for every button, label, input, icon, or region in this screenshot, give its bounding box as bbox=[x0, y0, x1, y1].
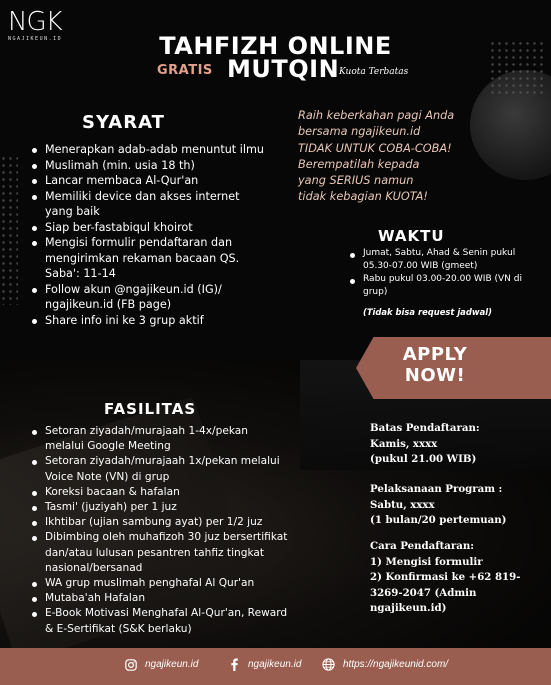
list-item: Jumat, Sabtu, Ahad & Senin pukul 05.30-07.00 WIB (gmeet) bbox=[347, 247, 542, 273]
batas-time: (pukul 21.00 WIB) bbox=[370, 453, 477, 465]
list-item: Mengisi formulir pendaftaran dan mengirimkan rekaman bacaan QS. Saba': 11-14 bbox=[29, 235, 269, 282]
pelaksanaan-date: Sabtu, xxxx bbox=[370, 498, 435, 511]
pelaksanaan-label: Pelaksanaan Program : bbox=[370, 483, 503, 495]
facebook-icon bbox=[227, 658, 240, 671]
footer-bar bbox=[0, 648, 551, 685]
kuota-label: Kuota Terbatas bbox=[339, 67, 409, 77]
list-item: Siap ber-fastabiqul khoirot bbox=[29, 220, 269, 236]
syarat-list bbox=[29, 142, 269, 328]
promo-line: TIDAK UNTUK COBA-COBA! bbox=[298, 141, 452, 155]
list-item: Tasmi' (juziyah) per 1 juz bbox=[29, 500, 289, 515]
instagram-icon bbox=[124, 658, 137, 671]
logo-mark: NGK bbox=[8, 7, 62, 37]
apply-line: NOW! bbox=[404, 365, 466, 386]
cara-label: Cara Pendaftaran: bbox=[370, 540, 475, 552]
apply-now-button[interactable] bbox=[365, 344, 505, 386]
fasilitas-list bbox=[29, 424, 289, 637]
footer-facebook-link[interactable] bbox=[227, 658, 301, 671]
pelaksanaan-program bbox=[370, 482, 545, 529]
list-item: Koreksi bacaan & hafalan bbox=[29, 485, 289, 500]
website-url: https://ngajikeunid.com/ bbox=[343, 659, 449, 670]
promo-line: tidak kebagian KUOTA! bbox=[298, 190, 428, 204]
syarat-heading: SYARAT bbox=[82, 112, 165, 133]
promo-line: Berempatilah kepada bbox=[298, 157, 420, 171]
instagram-handle: ngajikeun.id bbox=[145, 659, 199, 670]
pelaksanaan-duration: (1 bulan/20 pertemuan) bbox=[370, 514, 507, 526]
logo-url: NGAJIKEUN.ID bbox=[8, 36, 63, 42]
list-item: Dibimbing oleh muhafizoh 30 juz bersertifikat dan/atau lulusan pesantren tahfiz tingkat nasional/bersanad bbox=[29, 530, 289, 576]
list-item: E-Book Motivasi Menghafal Al-Qur'an, Reward & E-Sertifikat (S&K berlaku) bbox=[29, 606, 289, 636]
batas-date: Kamis, xxxx bbox=[370, 437, 438, 450]
waktu-heading: WAKTU bbox=[378, 227, 445, 245]
list-item: Setoran ziyadah/murajaah 1-4x/pekan melalui Google Meeting bbox=[29, 424, 289, 454]
facebook-handle: ngajikeun.id bbox=[248, 659, 302, 670]
list-item: Share info ini ke 3 grup aktif bbox=[29, 313, 269, 329]
list-item: Lancar membaca Al-Qur'an bbox=[29, 173, 269, 189]
list-item: Memiliki device dan akses internet yang baik bbox=[29, 189, 269, 220]
footer-instagram-link[interactable] bbox=[124, 658, 198, 671]
cara-step-1: 1) Mengisi formulir bbox=[370, 555, 483, 568]
globe-icon bbox=[322, 658, 335, 671]
promo-line: Raih keberkahan pagi Anda bbox=[298, 109, 455, 122]
batas-label: Batas Pendaftaran: bbox=[370, 422, 480, 434]
footer-website-link[interactable] bbox=[322, 658, 448, 671]
promo-text bbox=[298, 108, 543, 206]
list-item: WA grup muslimah penghafal Al Qur'an bbox=[29, 576, 289, 591]
cara-pendaftaran bbox=[370, 539, 545, 617]
promo-line: bersama ngajikeun.id bbox=[298, 125, 421, 139]
list-item: Menerapkan adab-adab menuntut ilmu bbox=[29, 142, 269, 158]
list-item: Follow akun @ngajikeun.id (IG)/ ngajikeun.id (FB page) bbox=[29, 282, 269, 313]
waktu-note: (Tidak bisa request jadwal) bbox=[363, 307, 492, 317]
cara-step-2[interactable]: 2) Konfirmasi ke +62 819-3269-2047 (Admin ngajikeun.id) bbox=[370, 571, 521, 614]
fasilitas-heading: FASILITAS bbox=[104, 400, 197, 418]
list-item: Ikhtibar (ujian sambung ayat) per 1/2 juz bbox=[29, 515, 289, 530]
page-title: TAHFIZH ONLINE bbox=[159, 32, 392, 60]
decorative-dots-left bbox=[0, 155, 18, 305]
batas-pendaftaran bbox=[370, 421, 545, 468]
list-item: Muslimah (min. usia 18 th) bbox=[29, 158, 269, 174]
list-item: Rabu pukul 03.00-20.00 WIB (VN di grup) bbox=[347, 273, 542, 299]
gratis-label: GRATIS bbox=[157, 63, 213, 78]
promo-line: yang SERIUS namun bbox=[298, 174, 414, 188]
apply-line: APPLY bbox=[402, 344, 468, 365]
list-item: Setoran ziyadah/murajaah 1x/pekan melalui Voice Note (VN) di grup bbox=[29, 454, 289, 484]
waktu-list bbox=[347, 247, 542, 299]
page-subtitle: MUTQIN bbox=[227, 55, 340, 83]
list-item: Mutaba'ah Hafalan bbox=[29, 591, 289, 606]
